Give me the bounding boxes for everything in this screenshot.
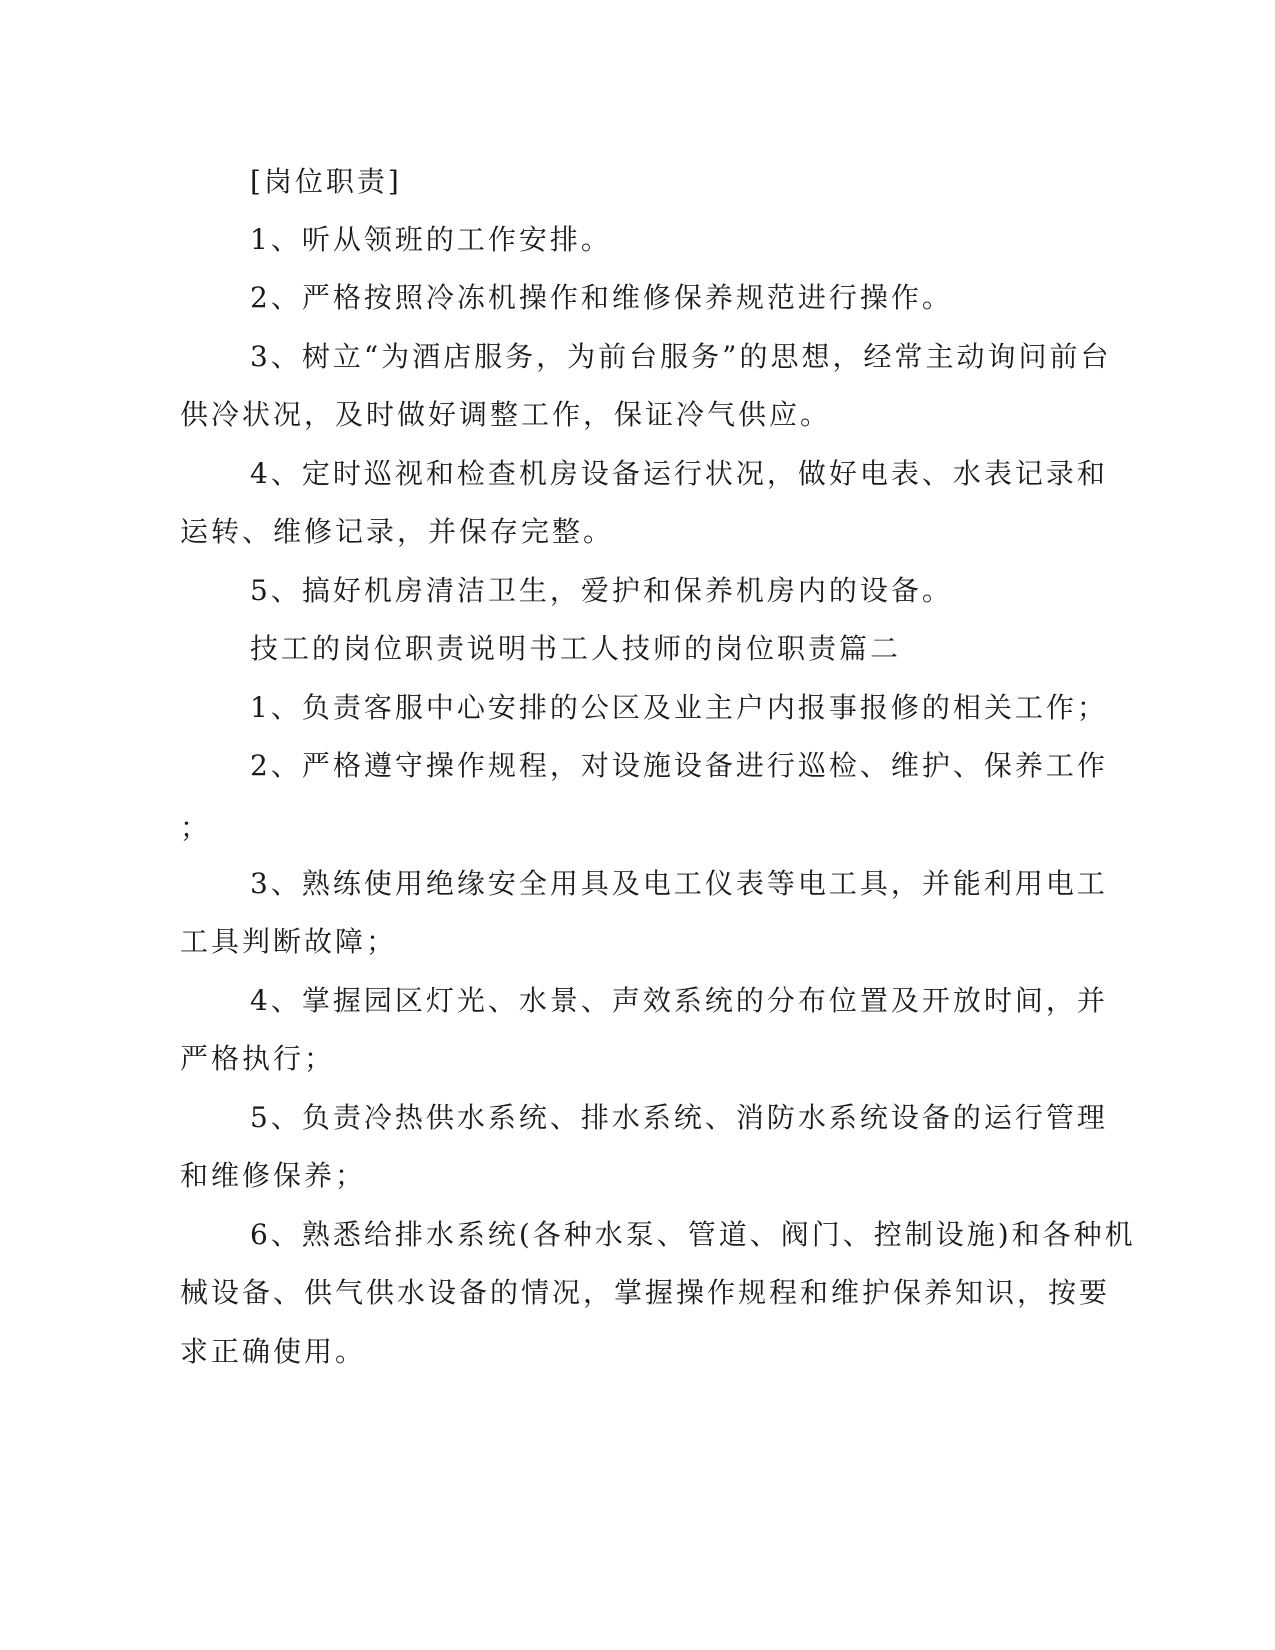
- paragraph-line: 1、负责客服中心安排的公区及业主户内报事报修的相关工作；: [250, 691, 1108, 724]
- section-heading: 技工的岗位职责说明书工人技师的岗位职责篇二: [250, 632, 902, 665]
- section-heading: [岗位职责]: [250, 165, 402, 198]
- paragraph-line: 械设备、供气供水设备的情况，掌握操作规程和维护保养知识，按要: [180, 1276, 1111, 1309]
- paragraph-line: 供冷状况，及时做好调整工作，保证冷气供应。: [180, 398, 832, 431]
- paragraph-line: 运转、维修记录，并保存完整。: [180, 515, 615, 548]
- paragraph-line: 求正确使用。: [180, 1335, 367, 1368]
- paragraph-line: 4、掌握园区灯光、水景、声效系统的分布位置及开放时间，并: [250, 984, 1108, 1017]
- paragraph-line: ；: [180, 811, 212, 844]
- paragraph-line: 2、严格按照冷冻机操作和维修保养规范进行操作。: [250, 281, 953, 314]
- paragraph-line: 6、熟悉给排水系统(各种水泵、管道、阀门、控制设施)和各种机: [250, 1218, 1136, 1251]
- paragraph-line: 5、搞好机房清洁卫生，爱护和保养机房内的设备。: [250, 574, 953, 607]
- paragraph-line: 工具判断故障；: [180, 925, 398, 958]
- paragraph-line: 4、定时巡视和检查机房设备运行状况，做好电表、水表记录和: [250, 457, 1108, 490]
- paragraph-line: 3、树立“为酒店服务，为前台服务”的思想，经常主动询问前台: [250, 340, 1112, 373]
- paragraph-line: 5、负责冷热供水系统、排水系统、消防水系统设备的运行管理: [250, 1101, 1108, 1134]
- paragraph-line: 1、听从领班的工作安排。: [250, 223, 612, 256]
- paragraph-line: 和维修保养；: [180, 1159, 367, 1192]
- paragraph-line: 2、严格遵守操作规程，对设施设备进行巡检、维护、保养工作: [250, 749, 1108, 782]
- paragraph-line: 3、熟练使用绝缘安全用具及电工仪表等电工具，并能利用电工: [250, 867, 1108, 900]
- paragraph-line: 严格执行；: [180, 1042, 336, 1075]
